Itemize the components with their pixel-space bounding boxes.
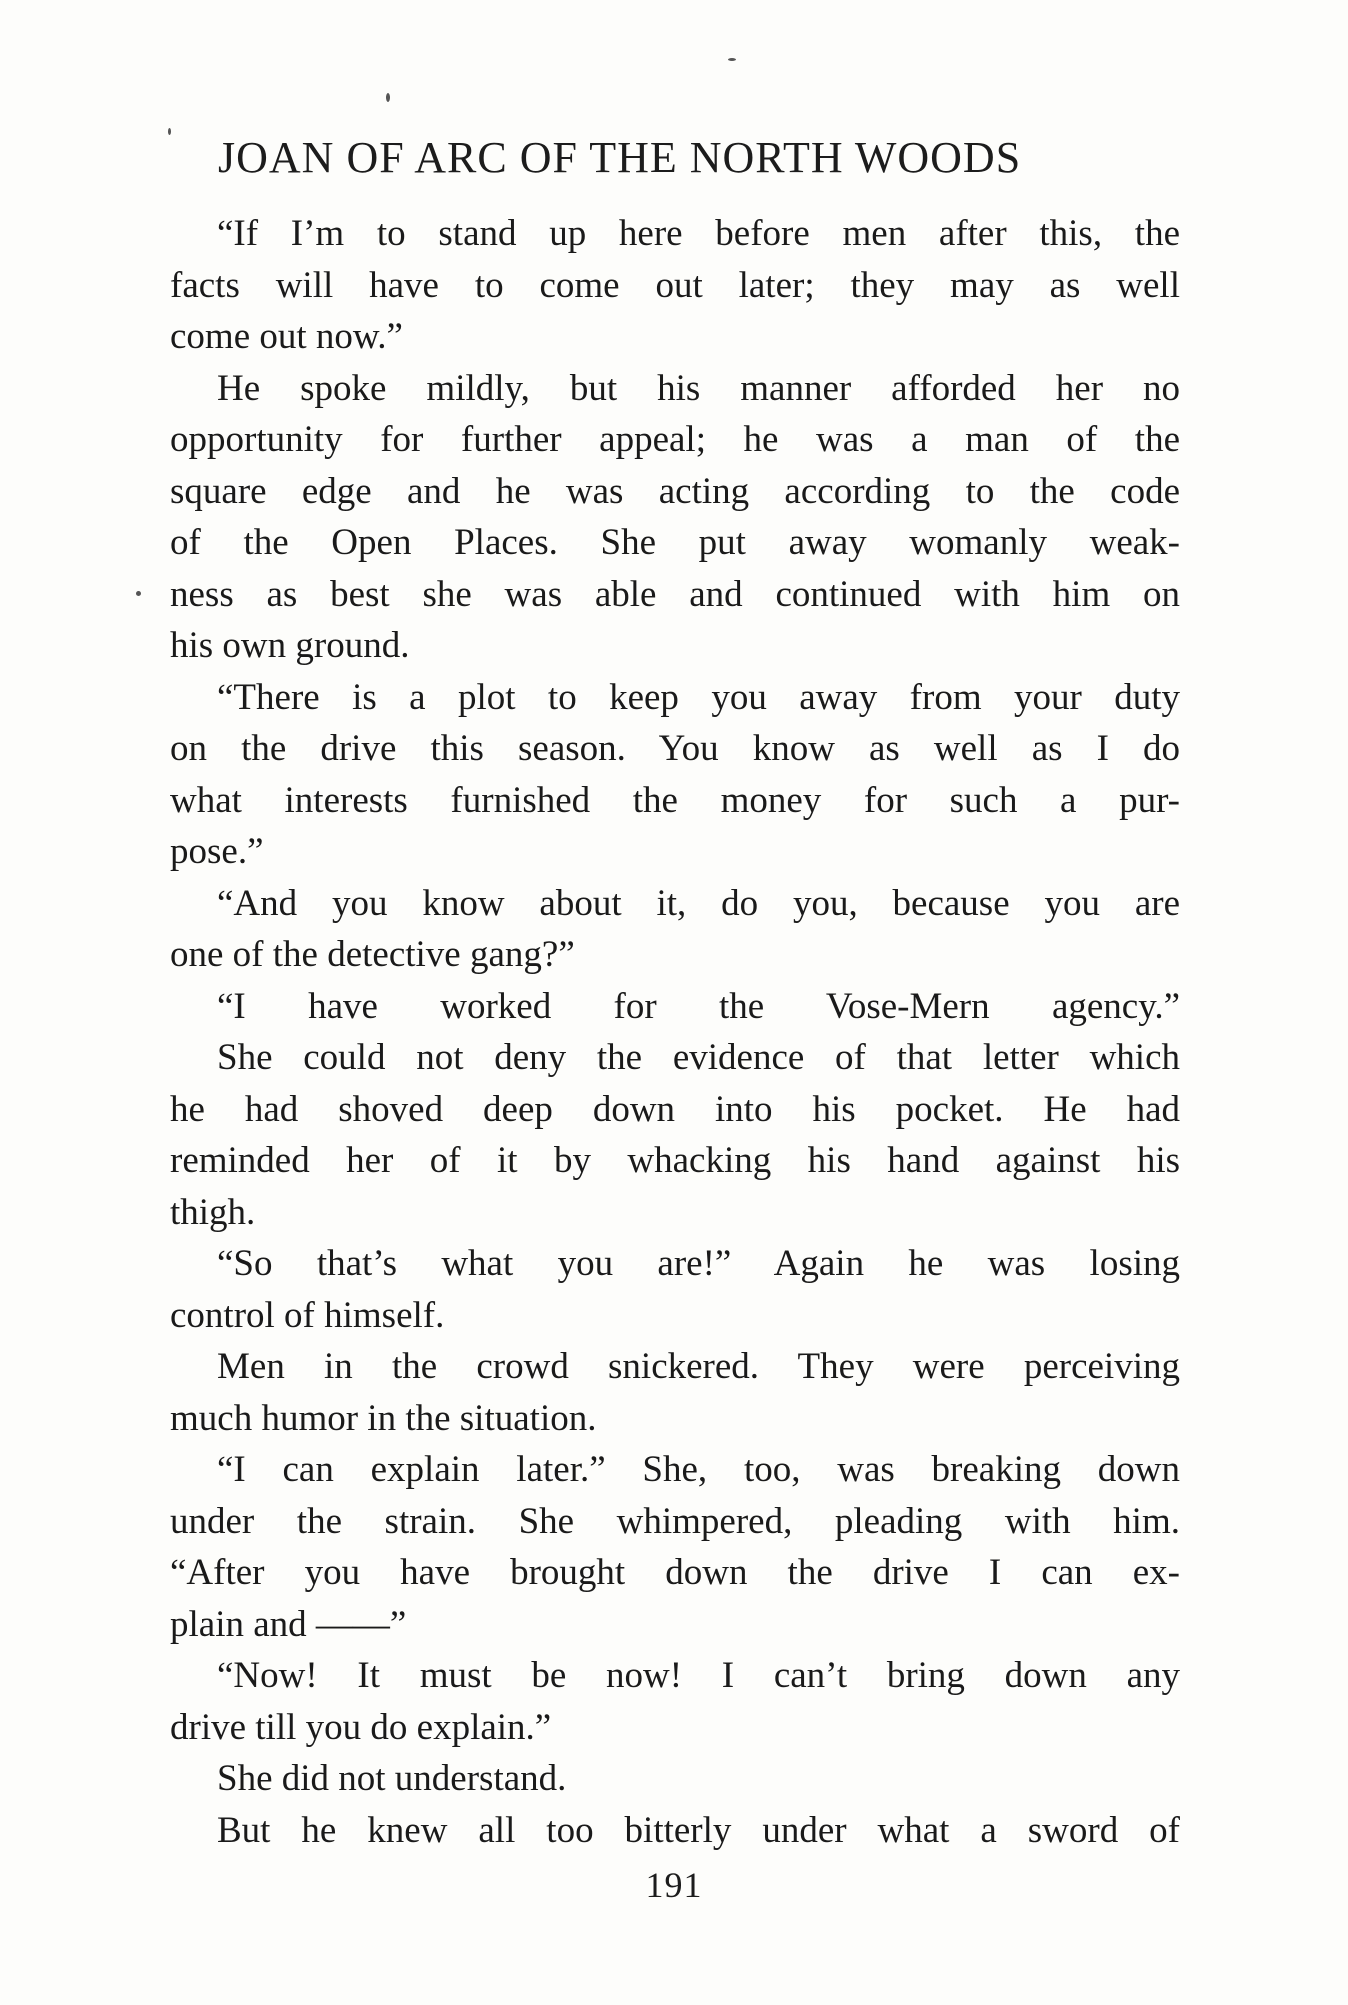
text-line: of the Open Places. She put away womanly weak- [170, 522, 1180, 563]
text-line: facts will have to come out later; they may as well [170, 264, 1180, 306]
text-line: “After you have brought down the drive I can ex- [170, 1552, 1180, 1593]
text-line: come out now.” [170, 316, 403, 357]
text-line: “There is a plot to keep you away from your duty [217, 676, 1180, 718]
text-line: But he knew all too bitterly under what a sword of [217, 1809, 1180, 1851]
body-text [170, 208, 1180, 1856]
text-line: thigh. [170, 1191, 256, 1233]
scan-speck [136, 591, 141, 596]
text-line: “And you know about it, do you, because you are [217, 882, 1180, 924]
text-line: He spoke mildly, but his manner afforded her no [217, 367, 1180, 409]
text-line: control of himself. [170, 1294, 445, 1336]
text-line: pose.” [170, 831, 264, 872]
text-line: “Now! It must be now! I can’t bring down any [217, 1655, 1180, 1696]
text-line: She could not deny the evidence of that letter which [217, 1037, 1180, 1078]
text-line: ness as best she was able and continued with him on [170, 573, 1180, 615]
text-line: he had shoved deep down into his pocket. He had [170, 1088, 1180, 1130]
text-line: “If I’m to stand up here before men after this, the [217, 213, 1180, 254]
scan-speck [168, 128, 171, 135]
text-line: on the drive this season. You know as well as I do [170, 728, 1180, 769]
text-line: She did not understand. [217, 1758, 567, 1799]
running-head: JOAN OF ARC OF THE NORTH WOODS [218, 133, 1022, 182]
text-line: his own ground. [170, 625, 410, 666]
text-line: what interests furnished the money for such a pur- [170, 779, 1180, 821]
text-line: one of the detective gang?” [170, 934, 575, 975]
text-line: under the strain. She whimpered, pleading with him. [170, 1500, 1180, 1542]
text-line: opportunity for further appeal; he was a man of the [170, 419, 1180, 460]
scan-speck [728, 58, 736, 61]
text-line: “I have worked for the Vose-Mern agency.” [217, 985, 1180, 1027]
scan-speck [386, 93, 390, 102]
text-line: much humor in the situation. [170, 1397, 597, 1439]
text-line: square edge and he was acting according to the code [170, 470, 1180, 512]
page-number: 191 [645, 1865, 703, 1905]
text-line: drive till you do explain.” [170, 1706, 552, 1748]
text-line: “I can explain later.” She, too, was breaking down [217, 1449, 1180, 1490]
text-line: reminded her of it by whacking his hand against his [170, 1140, 1180, 1181]
text-line: plain and ——” [170, 1603, 407, 1645]
text-line: “So that’s what you are!” Again he was losing [217, 1243, 1180, 1284]
text-line: Men in the crowd snickered. They were perceiving [217, 1346, 1180, 1387]
